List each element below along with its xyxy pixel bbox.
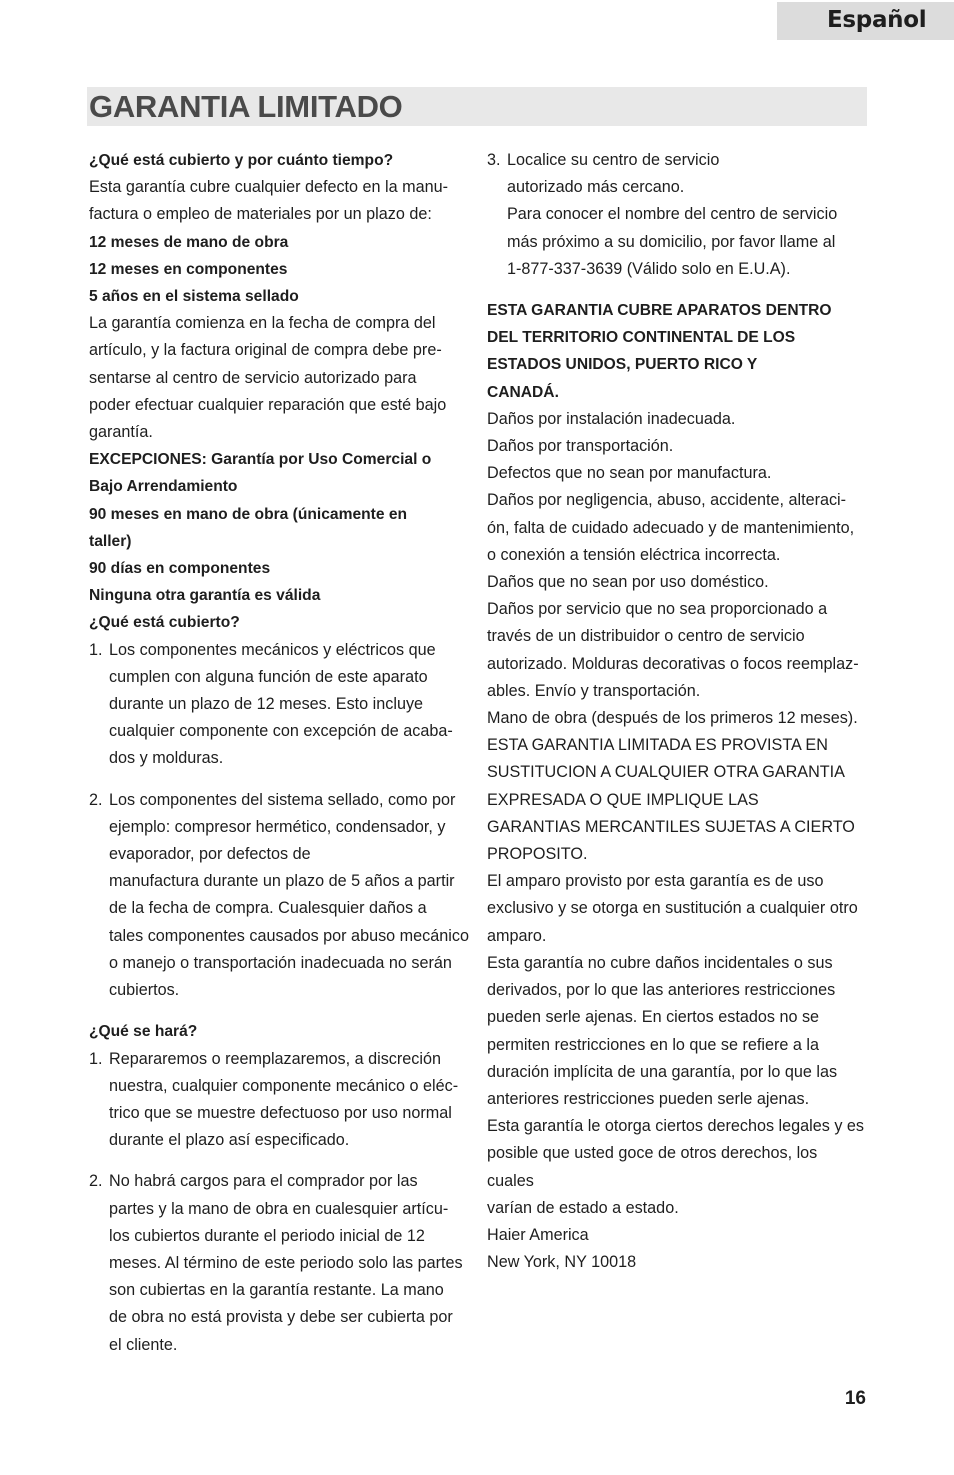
exclusion-line: través de un distribuidor o centro de servicio bbox=[487, 627, 805, 646]
text-line: autorizado más cercano. bbox=[507, 178, 685, 197]
list-number: 2. bbox=[89, 1172, 103, 1191]
term-components: 12 meses en componentes bbox=[89, 260, 288, 278]
text-line: posible que usted goce de otros derechos, los cuales bbox=[487, 1144, 818, 1190]
text-line: La garantía comienza en la fecha de compra del bbox=[89, 314, 436, 333]
list-item bbox=[89, 1168, 469, 1358]
text-line: de obra no está provista y debe ser cubierta por bbox=[109, 1308, 453, 1327]
text-line: de la fecha de compra. Cualesquier daños a bbox=[109, 899, 427, 918]
question-what-covered: ¿Qué está cubierto? bbox=[89, 614, 240, 632]
text-line: garantía. bbox=[89, 423, 153, 442]
disclaimer-line: EXPRESADA O QUE IMPLIQUE LAS bbox=[487, 790, 759, 809]
text-line: Localice su centro de servicio bbox=[507, 151, 720, 169]
text-line: más próximo a su domicilio, por favor llame al bbox=[507, 232, 836, 251]
text-line: varían de estado a estado. bbox=[487, 1198, 679, 1217]
text-line: o manejo o transportación inadecuada no serán bbox=[109, 953, 452, 972]
exception-item: 90 meses en mano de obra (únicamente en bbox=[89, 505, 408, 523]
text-line: Los componentes del sistema sellado, como por bbox=[109, 790, 456, 809]
text-line: Esta garantía cubre cualquier defecto en la manu- bbox=[89, 178, 449, 197]
exceptions-heading: EXCEPCIONES: Garantía por Uso Comercial o bbox=[89, 451, 432, 469]
question-coverage-duration: ¿Qué está cubierto y por cuánto tiempo? bbox=[89, 152, 394, 169]
exception-item: 90 días en componentes bbox=[89, 560, 271, 578]
text-line: manufactura durante un plazo de 5 años a partir bbox=[109, 872, 455, 891]
page-title: GARANTIA LIMITADO bbox=[89, 89, 403, 124]
territory-heading: DEL TERRITORIO CONTINENTAL DE LOS bbox=[487, 329, 796, 347]
term-labor: 12 meses de mano de obra bbox=[89, 233, 289, 251]
text-line: nuestra, cualquier componente mecánico o eléc- bbox=[109, 1076, 459, 1095]
text-line: sentarse al centro de servicio autorizado para bbox=[89, 368, 417, 387]
text-line: trico que se muestre defectuoso por uso normal bbox=[109, 1103, 452, 1122]
text-line: El amparo provisto por esta garantía es de uso bbox=[487, 872, 824, 891]
exception-item: taller) bbox=[89, 532, 132, 550]
text-line: durante el plazo así especificado. bbox=[109, 1131, 350, 1150]
exclusion-line: autorizado. Molduras decorativas o focos reemplaz- bbox=[487, 654, 859, 673]
text-line: son cubiertas en la garantía restante. La mano bbox=[109, 1281, 444, 1300]
question-what-done: ¿Qué se hará? bbox=[89, 1023, 198, 1041]
list-number: 1. bbox=[89, 640, 103, 659]
text-line: dos y molduras. bbox=[109, 749, 224, 768]
text-line: No habrá cargos para el comprador por las bbox=[109, 1172, 418, 1191]
text-line: tales componentes causados por abuso mecánico bbox=[109, 926, 469, 945]
service-phone-line: 1-877-337-3639 (Válido solo en E.U.A). bbox=[507, 259, 791, 278]
disclaimer-line: SUSTITUCION A CUALQUIER OTRA GARANTIA bbox=[487, 763, 845, 782]
list-item bbox=[89, 1046, 469, 1155]
text-line: permiten restricciones en lo que se refiere a la bbox=[487, 1035, 820, 1054]
list-number: 3. bbox=[487, 151, 501, 169]
text-line: los cubiertos durante el periodo inicial de 12 bbox=[109, 1226, 425, 1245]
text-line: evaporador, por defectos de bbox=[109, 845, 311, 864]
territory-heading: CANADÁ. bbox=[487, 383, 559, 401]
disclaimer-line: PROPOSITO. bbox=[487, 845, 588, 864]
list-item bbox=[89, 787, 469, 1005]
text-line: Esta garantía no cubre daños incidentales o sus bbox=[487, 953, 833, 972]
text-line: amparo. bbox=[487, 926, 547, 945]
text-line: duración implícita de una garantía, por lo que las bbox=[487, 1062, 838, 1081]
text-line: Los componentes mecánicos y eléctricos que bbox=[109, 640, 436, 659]
text-line: derivados, por lo que las anteriores restricciones bbox=[487, 981, 836, 1000]
exclusion-line: Daños por negligencia, abuso, accidente, alteraci- bbox=[487, 491, 847, 510]
disclaimer-line: ESTA GARANTIA LIMITADA ES PROVISTA EN bbox=[487, 736, 828, 755]
exceptions-heading: Bajo Arrendamiento bbox=[89, 478, 238, 496]
text-line: Para conocer el nombre del centro de servicio bbox=[507, 205, 838, 224]
title-bar bbox=[87, 87, 867, 126]
exception-item: Ninguna otra garantía es válida bbox=[89, 587, 321, 605]
text-line: anteriores restricciones pueden serle ajenas. bbox=[487, 1089, 810, 1108]
page-number: 16 bbox=[844, 1388, 866, 1409]
text-line: artículo, y la factura original de compra debe pre- bbox=[89, 341, 442, 360]
list-item bbox=[487, 147, 867, 283]
exclusion-line: Daños por instalación inadecuada. bbox=[487, 409, 736, 428]
exclusion-line: ón, falta de cuidado adecuado y de mantenimiento, bbox=[487, 518, 855, 537]
text-line: factura o empleo de materiales por un plazo de: bbox=[89, 205, 432, 224]
territory-heading: ESTADOS UNIDOS, PUERTO RICO Y bbox=[487, 356, 758, 374]
text-line: cualquier componente con excepción de acaba- bbox=[109, 722, 453, 741]
company-address: New York, NY 10018 bbox=[487, 1253, 637, 1272]
text-line: partes y la mano de obra en cualesquier artícu- bbox=[109, 1199, 449, 1218]
territory-heading: ESTA GARANTIA CUBRE APARATOS DENTRO bbox=[487, 302, 832, 320]
term-sealed-system: 5 años en el sistema sellado bbox=[89, 288, 299, 306]
exclusion-line: ables. Envío y transportación. bbox=[487, 681, 701, 700]
text-line: cumplen con alguna función de este aparato bbox=[109, 667, 428, 686]
text-line: durante un plazo de 12 meses. Esto incluye bbox=[109, 695, 424, 714]
exclusion-line: Mano de obra (después de los primeros 12 meses). bbox=[487, 709, 858, 728]
text-line: poder efectuar cualquier reparación que esté bajo bbox=[89, 395, 447, 414]
left-column bbox=[89, 147, 469, 1359]
text-line: Esta garantía le otorga ciertos derechos legales y es bbox=[487, 1117, 865, 1136]
text-line: cubiertos. bbox=[109, 981, 180, 1000]
language-tab: Español bbox=[777, 2, 954, 40]
list-number: 1. bbox=[89, 1049, 103, 1068]
text-line: ejemplo: compresor hermético, condensador, y bbox=[109, 817, 446, 836]
disclaimer-line: GARANTIAS MERCANTILES SUJETAS A CIERTO bbox=[487, 817, 855, 836]
exclusion-line: Defectos que no sean por manufactura. bbox=[487, 464, 772, 483]
exclusion-line: Daños que no sean por uso doméstico. bbox=[487, 573, 769, 592]
list-item bbox=[89, 637, 469, 773]
exclusion-line: o conexión a tensión eléctrica incorrecta. bbox=[487, 545, 781, 564]
text-line: meses. Al término de este periodo solo las partes bbox=[109, 1253, 463, 1272]
text-line: Repararemos o reemplazaremos, a discreción bbox=[109, 1049, 441, 1068]
text-line: pueden serle ajenas. En ciertos estados no se bbox=[487, 1008, 820, 1027]
text-line: exclusivo y se otorga en sustitución a cualquier otro bbox=[487, 899, 858, 918]
company-name: Haier America bbox=[487, 1225, 589, 1244]
list-number: 2. bbox=[89, 790, 103, 809]
exclusion-line: Daños por transportación. bbox=[487, 437, 674, 456]
exclusion-line: Daños por servicio que no sea proporcionado a bbox=[487, 600, 828, 619]
right-column bbox=[487, 147, 867, 1276]
text-line: el cliente. bbox=[109, 1335, 178, 1354]
